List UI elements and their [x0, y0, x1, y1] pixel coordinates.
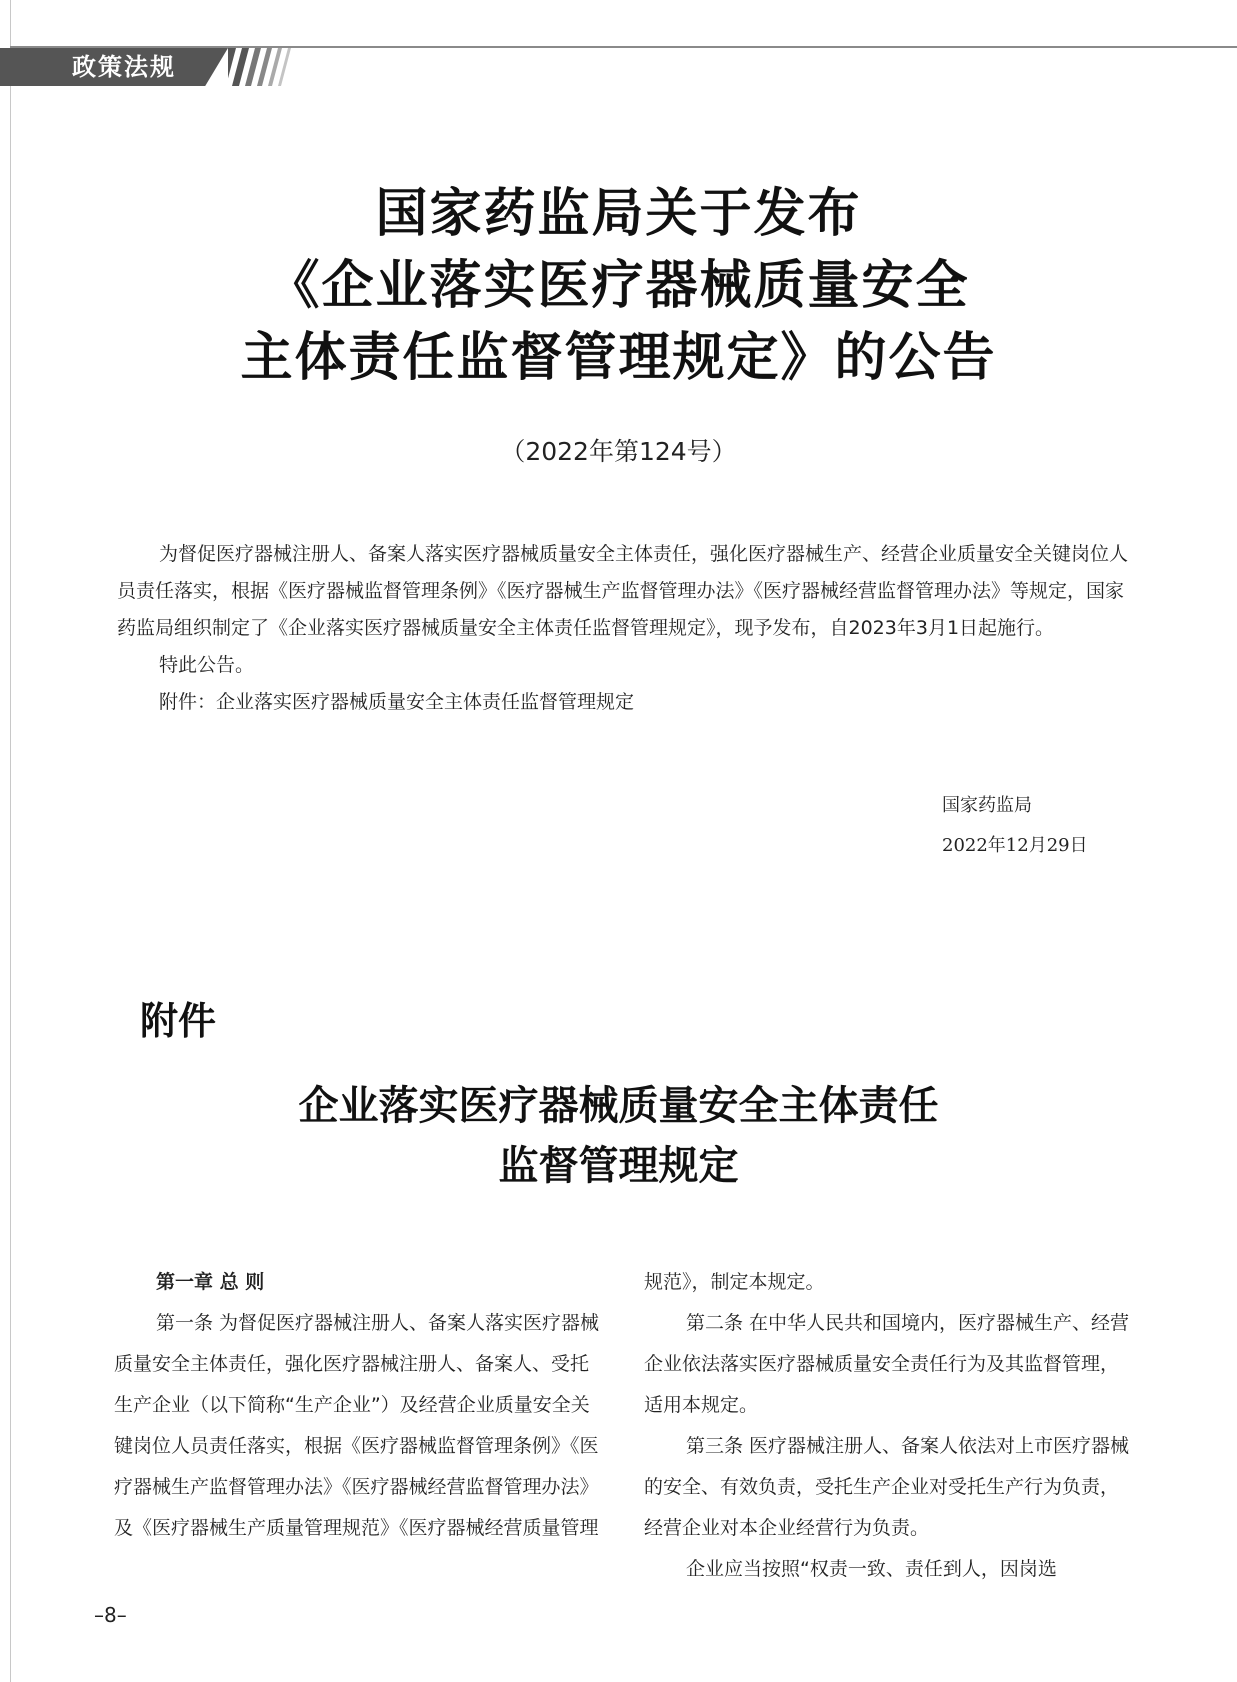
article-2: 第二条 在中华人民共和国境内，医疗器械生产、经营企业依法落实医疗器械质量安全责任行为及其监督管理，适用本规定。	[644, 1312, 1130, 1416]
article-3: 第三条 医疗器械注册人、备案人依法对上市医疗器械的安全、有效负责，受托生产企业对受托生产行为负责，经营企业对本企业经营行为负责。	[644, 1435, 1130, 1539]
left-text-column	[114, 1262, 606, 1549]
title-line-2: 《企业落实医疗器械质量安全	[267, 256, 970, 316]
announcement-title	[0, 178, 1237, 394]
issue-date: 2022年12月29日	[942, 835, 1088, 856]
title-line-1: 国家药监局关于发布	[375, 184, 862, 244]
issuer-name: 国家药监局	[942, 795, 1032, 816]
title-line-3: 主体责任监督管理规定》的公告	[240, 328, 997, 388]
chapter-heading: 第一章 总 则	[156, 1271, 265, 1293]
notice-closing: 特此公告。	[159, 654, 255, 676]
regulation-title-line-2: 监督管理规定	[498, 1143, 739, 1189]
right-text-column	[644, 1262, 1136, 1590]
banner-stripes-decoration	[228, 48, 308, 86]
section-label: 政策法规	[72, 53, 176, 81]
article-1-continuation: 规范》，制定本规定。	[644, 1271, 825, 1293]
document-number: （2022年第124号）	[500, 437, 737, 466]
regulation-title	[0, 1076, 1237, 1196]
regulation-title-line-1: 企业落实医疗器械质量安全主体责任	[298, 1083, 939, 1129]
notice-paragraph: 为督促医疗器械注册人、备案人落实医疗器械质量安全主体责任，强化医疗器械生产、经营企业质量安全关键岗位人员责任落实，根据《医疗器械监督管理条例》《医疗器械生产监督管理办法》《医疗器械经营监督管理办法》等规定，国家药监局组织制定了《企业落实医疗器械质量安全主体责任监督管理规定》，现予发布，自2023年3月1日起施行。	[117, 543, 1129, 639]
annex-heading: 附件	[140, 999, 217, 1043]
notice-body	[117, 536, 1137, 721]
signature-block	[942, 786, 1088, 866]
article-1: 第一条 为督促医疗器械注册人、备案人落实医疗器械质量安全主体责任，强化医疗器械注册人、备案人、受托生产企业（以下简称“生产企业”）及经营企业质量安全关键岗位人员责任落实，根据《医疗器械监督管理条例》《医疗器械生产监督管理办法》《医疗器械经营监督管理办法》及《医疗器械生产质量管理规范》《医疗器械经营质量管理	[114, 1312, 600, 1539]
article-3-paragraph-2: 企业应当按照“权责一致、责任到人，因岗选	[686, 1558, 1057, 1580]
notice-attachment: 附件：企业落实医疗器械质量安全主体责任监督管理规定	[159, 691, 635, 713]
page-number: –8–	[94, 1603, 127, 1627]
header-rule	[10, 46, 1237, 48]
